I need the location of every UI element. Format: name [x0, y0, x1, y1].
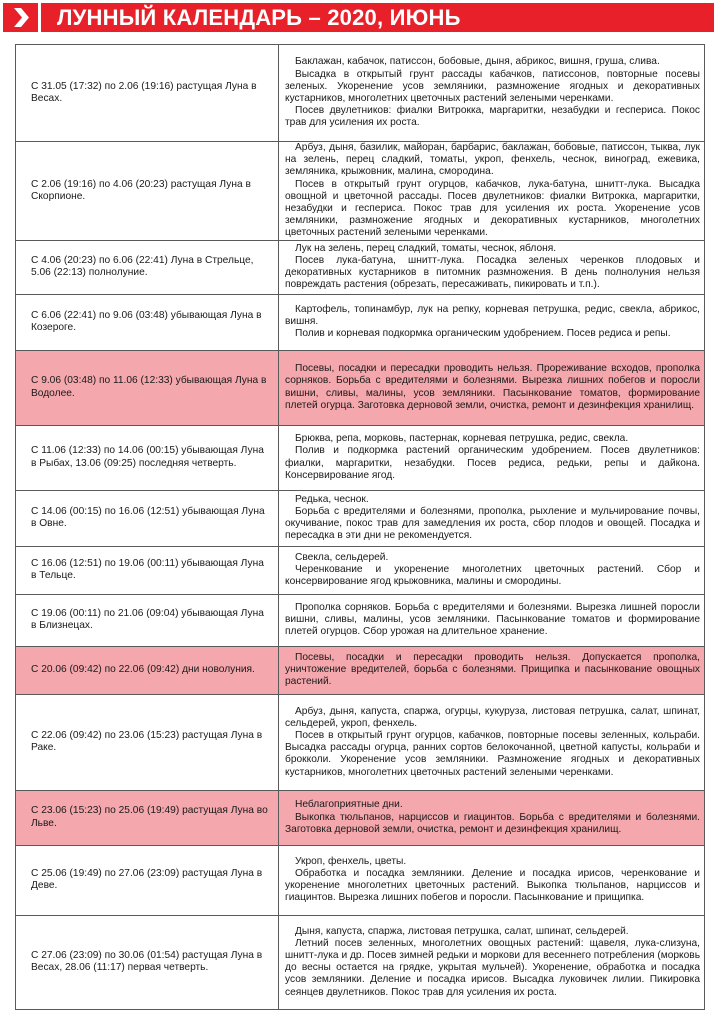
- recommendations-cell: [279, 790, 705, 845]
- recommendation-text: Черенкование и укоренение многолетних цветочных растений. Сбор и консервирование ягод крыжовника, малины и смородины.: [285, 564, 700, 588]
- recommendation-text: Посевы, посадки и пересадки проводить нельзя. Допускается прополка, уничтожение вредителей, борьба с болезнями. Прищипка и пасынкование овощных растений.: [285, 651, 700, 688]
- recommendation-text: Редька, чеснок.: [295, 493, 369, 505]
- recommendation-text: Брюква, репа, морковь, пастернак, корневая петрушка, редис, свекла.: [295, 433, 629, 445]
- calendar-row: [16, 240, 705, 294]
- period-cell: С 23.06 (15:23) по 25.06 (19:49) растущая Луна во Льве.: [16, 790, 279, 845]
- calendar-row: [16, 490, 705, 546]
- calendar-row: [16, 45, 705, 142]
- recommendation-text: Арбуз, дыня, базилик, майоран, барбарис, баклажан, бобовые, патиссон, тыква, лук на зелень, перец сладкий, томаты, укроп, фенхель, чеснок, виноград, ежевика, земляника, крыжовник, малина, смородина.: [285, 142, 700, 178]
- recommendations-cell: [279, 490, 705, 546]
- recommendation-text: Полив и подкормка растений органическим удобрением. Посев двулетников: фиалки, маргаритки, незабудки. Посев редиса, редьки, репы и дайкона. Консервирование ягод.: [285, 445, 700, 481]
- calendar-row: [16, 790, 705, 845]
- calendar-row: [16, 546, 705, 594]
- period-cell: С 2.06 (19:16) по 4.06 (20:23) растущая Луна в Скорпионе.: [16, 142, 279, 241]
- recommendation-text: Выкопка тюльпанов, нарциссов и гиацинтов. Борьба с вредителями и болезнями. Заготовка дерновой земли, очистка, ремонт и дезинфекция хранилищ.: [285, 811, 700, 835]
- recommendations-cell: [279, 694, 705, 790]
- recommendation-text: Полив и корневая подкормка органическим удобрением. Посев редиса и репы.: [295, 328, 671, 340]
- recommendations-cell: [279, 425, 705, 490]
- recommendations-cell: [279, 240, 705, 294]
- period-cell: С 20.06 (09:42) по 22.06 (09:42) дни новолуния.: [16, 646, 279, 694]
- recommendations-cell: [279, 142, 705, 241]
- recommendations-cell: [279, 294, 705, 350]
- recommendation-text: Летний посев зеленных, многолетних овощных растений: щавеля, лука-слизуна, шнитт-лука и др. Посев зимней редьки и моркови для весеннего потребления (морковь до весны остается на грядке, укрытая мульчей). Укоренение, обработка и посадка усов земляники. Деление и посадка ирисов. Высадка луковичек лилии. Пикировка сеянцев двулетников. Покос трав для усиления их роста.: [285, 937, 700, 998]
- recommendations-cell: [279, 594, 705, 646]
- recommendation-text: Дыня, капуста, спаржа, листовая петрушка, салат, шпинат, сельдерей.: [295, 925, 629, 937]
- period-cell: С 14.06 (00:15) по 16.06 (12:51) убывающая Луна в Овне.: [16, 490, 279, 546]
- recommendation-text: Баклажан, кабачок, патиссон, бобовые, дыня, абрикос, вишня, груша, слива.: [295, 56, 660, 68]
- lunar-calendar-table: [15, 44, 705, 1010]
- recommendation-text: Обработка и посадка земляники. Деление и посадка ирисов, черенкование и укоренение многолетних цветочных растений. Выкопка тюльпанов, нарциссов и гиацинтов. Вырезка лишних побегов и поросли. Пасынкование и прищипка.: [285, 867, 700, 904]
- recommendation-text: Посев лука-батуна, шнитт-лука. Посадка зеленых черенков плодовых и декоративных кустарников в питомник размножения. В день полнолуния нельзя повреждать растения (обрезать, пересаживать, пикировать и т.п.).: [285, 254, 700, 291]
- calendar-table-body: [16, 45, 705, 1010]
- calendar-row: [16, 142, 705, 241]
- recommendation-text: Посев двулетников: фиалки Витрокка, маргаритки, незабудки и гесперисa. Покос трав для усиления их роста.: [285, 105, 700, 129]
- calendar-row: [16, 425, 705, 490]
- period-cell: С 27.06 (23:09) по 30.06 (01:54) растущая Луна в Весах, 28.06 (11:17) первая четверть.: [16, 915, 279, 1009]
- period-cell: С 6.06 (22:41) по 9.06 (03:48) убывающая Луна в Козероге.: [16, 294, 279, 350]
- calendar-row: [16, 845, 705, 915]
- page-header: [0, 0, 714, 32]
- period-cell: С 11.06 (12:33) по 14.06 (00:15) убывающая Луна в Рыбах, 13.06 (09:25) последняя четверть.: [16, 425, 279, 490]
- recommendations-cell: [279, 350, 705, 425]
- recommendation-text: Картофель, топинамбур, лук на репку, корневая петрушка, редис, свекла, абрикос, вишня.: [285, 303, 700, 328]
- recommendations-cell: [279, 915, 705, 1009]
- calendar-table-wrapper: [15, 44, 705, 1024]
- recommendations-cell: [279, 546, 705, 594]
- recommendation-text: Посев в открытый грунт огурцов, кабачков, повторные посевы зеленных, кольраби. Высадка рассады огурца, ранних сортов белокочанной, цветной капусты, кольраби и брокколи. Укоренение усов земляники. Размножение ягодных и декоративных кустарников, многолетних цветочных растений зелеными черенками.: [285, 729, 700, 778]
- recommendation-text: Лук на зелень, перец сладкий, томаты, чеснок, яблоня.: [295, 242, 557, 254]
- chevron-right-icon: [12, 8, 30, 27]
- calendar-row: [16, 646, 705, 694]
- period-cell: С 4.06 (20:23) по 6.06 (22:41) Луна в Стрельце, 5.06 (22:13) полнолуние.: [16, 240, 279, 294]
- recommendation-text: Борьба с вредителями и болезнями, прополка, рыхление и мульчирование почвы, окучивание, покос трав для замедления их роста, сбор плодов и овощей. Посадка и пересадка в эти дни не рекомендуется.: [285, 505, 700, 542]
- recommendations-cell: [279, 646, 705, 694]
- calendar-row: [16, 294, 705, 350]
- period-cell: С 22.06 (09:42) по 23.06 (15:23) растущая Луна в Раке.: [16, 694, 279, 790]
- recommendation-text: Посев в открытый грунт огурцов, кабачков, лука-батуна, шнитт-лука. Высадка овощной и цветочной рассады. Посев двулетников: фиалки Витрокка, маргаритки, незабудки и гесперисa. Покос трав для усиления их роста. Укоренение усов земляники, размножение ягодных и декоративных кустарников, многолетних цветочных растений зелеными черенками.: [285, 178, 700, 239]
- recommendation-text: Высадка в открытый грунт рассады кабачков, патиссонов, повторные посевы зеленых. Укоренение усов земляники, размножение ягодных и декоративных кустарников, многолетних цветочных растений зелеными черенками.: [285, 68, 700, 104]
- period-cell: С 9.06 (03:48) по 11.06 (12:33) убывающая Луна в Водолее.: [16, 350, 279, 425]
- recommendations-cell: [279, 45, 705, 142]
- calendar-row: [16, 350, 705, 425]
- recommendation-text: Посевы, посадки и пересадки проводить нельзя. Прореживание всходов, прополка сорняков. Борьба с вредителями и болезнями. Вырезка лишних побегов и поросли вишни, сливы, малины, усов земляники. Пасынкование томатов, формирование плетей огурца. Заготовка дерновой земли, очистка, ремонт и дезинфекция хранилищ.: [285, 363, 700, 411]
- calendar-row: [16, 594, 705, 646]
- period-cell: С 25.06 (19:49) по 27.06 (23:09) растущая Луна в Деве.: [16, 845, 279, 915]
- recommendation-text: Неблагоприятные дни.: [295, 799, 403, 811]
- period-cell: С 16.06 (12:51) по 19.06 (00:11) убывающая Луна в Тельце.: [16, 546, 279, 594]
- period-cell: С 31.05 (17:32) по 2.06 (19:16) растущая Луна в Весах.: [16, 45, 279, 142]
- recommendations-cell: [279, 845, 705, 915]
- recommendation-text: Свекла, сельдерей.: [295, 551, 389, 563]
- header-marker: [3, 3, 38, 32]
- recommendation-text: Прополка сорняков. Борьба с вредителями и болезнями. Вырезка лишней поросли вишни, сливы, малины, усов земляники. Пасынкование томатов и формирование плетей огурцов. Сбор урожая на длительное хранение.: [285, 601, 700, 638]
- calendar-row: [16, 694, 705, 790]
- calendar-row: [16, 915, 705, 1009]
- period-cell: С 19.06 (00:11) по 21.06 (09:04) убывающая Луна в Близнецах.: [16, 594, 279, 646]
- recommendation-text: Укроп, фенхель, цветы.: [295, 855, 407, 867]
- page-title: ЛУННЫЙ КАЛЕНДАРЬ – 2020, ИЮНЬ: [41, 3, 714, 32]
- recommendation-text: Арбуз, дыня, капуста, спаржа, огурцы, кукуруза, листовая петрушка, салат, шпинат, сельдерей, укроп, фенхель.: [285, 705, 700, 729]
